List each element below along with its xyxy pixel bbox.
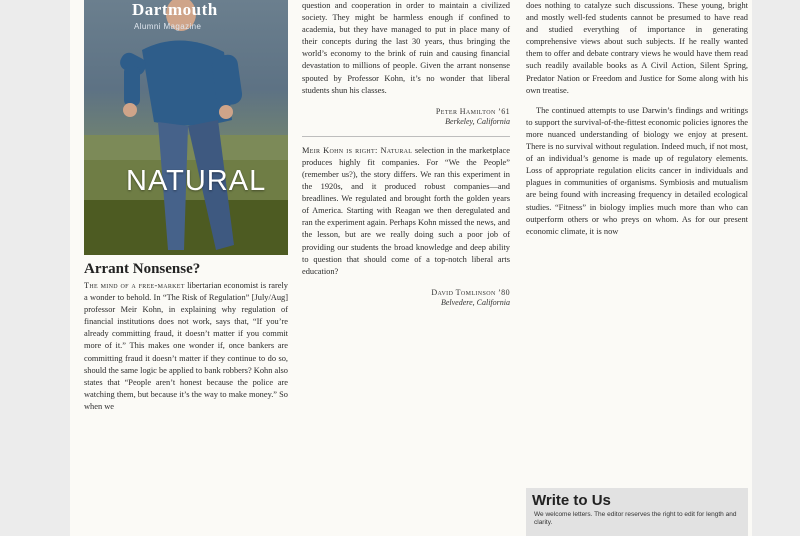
letter-text-2: selection in the marketplace produces highly fit companies. For “We the People” (remember us?), the story differs. We ran this experiment in the 1920s, and it produced robust companies—and breadlines. We regulated and brought forth the golden years of America. Starting with Reagan we then deregulated and ran the experiment again. Perhaps Kohn missed the news, and the lesson, but are we really doing such a poor job of providing our students the broad knowledge and deep ability to question that should come of a top-notch liberal arts education? xyxy=(302,145,510,276)
signature-location-1: Berkeley, California xyxy=(445,116,510,126)
column-right xyxy=(526,0,748,238)
letter-lead-1: The mind of a free-market xyxy=(84,281,185,290)
letter-text-1: libertarian economist is rarely a wonder to behold. In “The Risk of Regulation” [July/Aug] professor Meir Kohn, in explaining why regulation of financial institutions does not work, says that, “If you’re already committing fraud, it doesn’t matter if you commit more of it.” This makes one wonder if, once bankers are committing fraud it doesn’t matter if they continue to do so, should the same logic be applied to bank robbers? Kohn also states that “People aren’t honest because the police are watching them, but because it’s the way to make money.” So when we xyxy=(84,281,288,411)
divider xyxy=(302,136,510,137)
write-to-us-box xyxy=(526,488,748,536)
signature-location-2: Belvedere, California xyxy=(440,297,510,307)
magazine-page xyxy=(70,0,752,536)
letter-headline: Arrant Nonsense? xyxy=(84,261,201,277)
column-middle xyxy=(302,0,510,317)
signature-name-1: Peter Hamilton ’61 xyxy=(435,106,510,116)
write-to-us-title: Write to Us xyxy=(532,492,611,509)
cover-headline: NATURAL xyxy=(126,165,267,197)
cover-subtitle: Alumni Magazine xyxy=(134,22,202,31)
letter-body-3: does nothing to catalyze such discussions. These young, bright and mostly well-fed students cannot be presumed to have read and studied everything of importance in generating comprehensive views about such subjects. If he really wanted them to offer and debate contrary views he would have them read such readily available books as A Civil Action, Silent Spring, Predator Nation or Freedom and Justice for Some along with his own treatise. xyxy=(526,1,748,95)
signature-name-2: David Tomlinson ’80 xyxy=(431,287,510,297)
letter-body-1 xyxy=(84,280,288,413)
column-left xyxy=(84,0,288,413)
cover-photo xyxy=(84,0,288,255)
cover-masthead: Dartmouth xyxy=(132,0,218,19)
letter-body-2 xyxy=(302,145,510,278)
write-to-us-body: We welcome letters. The editor reserves the right to edit for length and clarity. xyxy=(534,511,737,526)
letter-continued: question and cooperation in order to maintain a civilized society. They might be harmless enough if confined to academia, but they have managed to put in place many of their concepts during the last 30 years, thus bringing the world’s economy to the brink of ruin and causing financial devastation to millions of people. Given the arrant nonsense spouted by Professor Kohn, it’s no wonder that liberal students shun his classes. xyxy=(302,1,510,95)
letter-lead-2: Meir Kohn is right: Natural xyxy=(302,145,413,155)
letter-body-4: The continued attempts to use Darwin’s findings and writings to support the survival-of-the-fittest economic policies ignores the more nuanced understanding of biology we enjoy at present. There is no survival without regulation. Indeed much, if not most, of an individual’s genome is made up of regulatory elements. Loss of appropriate regulation elicits cancer in individuals and plagues in communities of organisms. Symbiosis and mutualism are being found with increasing frequency in detailed ecological studies. “Fitness” in biology implies much more than who can outperform others or who preys on whom. As for our present economic climate, it is now xyxy=(526,105,748,236)
magazine-cover-image xyxy=(84,0,288,255)
